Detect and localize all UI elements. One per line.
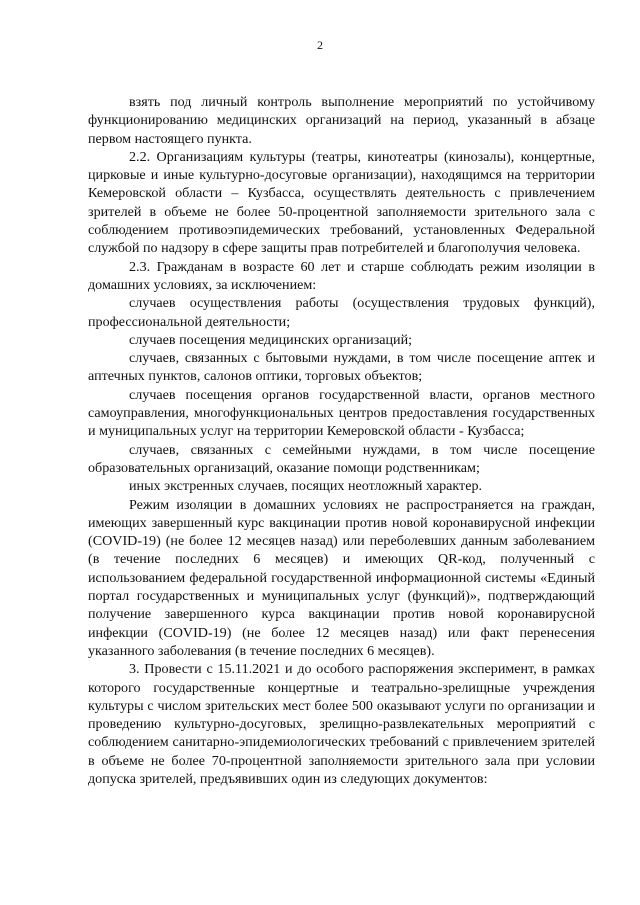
paragraph-2-2: 2.2. Организациям культуры (театры, кинотеатры (кинозалы), концертные, цирковые и иные культурно-досуговые организации), находящимся на территории Кемеровской области – Кузбасса, осуществлять деятельность с привлечением зрителей в объеме не более 50-процентной заполняемости зрительного зала с соблюдением противоэпидемических требований, установленных Федеральной службой по надзору в сфере защиты прав потребителей и благополучия человека. [88, 148, 595, 257]
paragraph-2-3: 2.3. Гражданам в возрасте 60 лет и старше соблюдать режим изоляции в домашних условиях, за исключением: [88, 258, 595, 293]
page-number: 2 [317, 38, 323, 52]
paragraph-isolation-exemption: Режим изоляции в домашних условиях не распространяется на граждан, имеющих завершенный курс вакцинации против новой коронавирусной инфекции (COVID-19) (не более 12 месяцев назад) или переболевших данным заболеванием (в течение последних 6 месяцев) и имеющих QR-код, полученный с использованием федеральной государственной информационной системы «Единый портал государственных и муниципальных услуг (функций)», подтверждающий получение завершенного курса вакцинации против новой коронавирусной инфекции (COVID-19) (не более 12 месяцев назад) или факт перенесения указанного заболевания (в течение последних 6 месяцев). [88, 496, 595, 659]
paragraph-3: 3. Провести с 15.11.2021 и до особого распоряжения эксперимент, в рамках которого государственные концертные и театрально-зрелищные учреждения культуры с числом зрительских мест более 500 оказывают услуги по организации и проведению культурно-досуговых, зрелищно-развлекательных мероприятий с соблюдением санитарно-эпидемиологических требований с привлечением зрителей в объеме не более 70-процентной заполняемости зрительного зала при условии допуска зрителей, предъявивших один из следующих документов: [88, 661, 595, 787]
exception-government: случаев посещения органов государственной власти, органов местного самоуправления, многофункциональных центров предоставления государственных и муниципальных услуг на территории Кемеровской области - Кузбасса; [88, 386, 595, 440]
exception-family: случаев, связанных с семейными нуждами, в том числе посещение образовательных организаций, оказание помощи родственникам; [88, 441, 595, 476]
exception-medical: случаев посещения медицинских организаций; [129, 331, 413, 348]
document-body [88, 93, 595, 788]
exception-household: случаев, связанных с бытовыми нуждами, в том числе посещение аптек и аптечных пунктов, салонов оптики, торговых объектов; [88, 350, 595, 385]
paragraph-continuation: взять под личный контроль выполнение мероприятий по устойчивому функционированию медицинских организаций на период, указанный в абзаце первом настоящего пункта. [88, 94, 595, 147]
exception-emergency: иных экстренных случаев, посящих неотложный характер. [129, 478, 483, 495]
exception-work: случаев осуществления работы (осуществления трудовых функций), профессиональной деятельности; [88, 295, 595, 330]
